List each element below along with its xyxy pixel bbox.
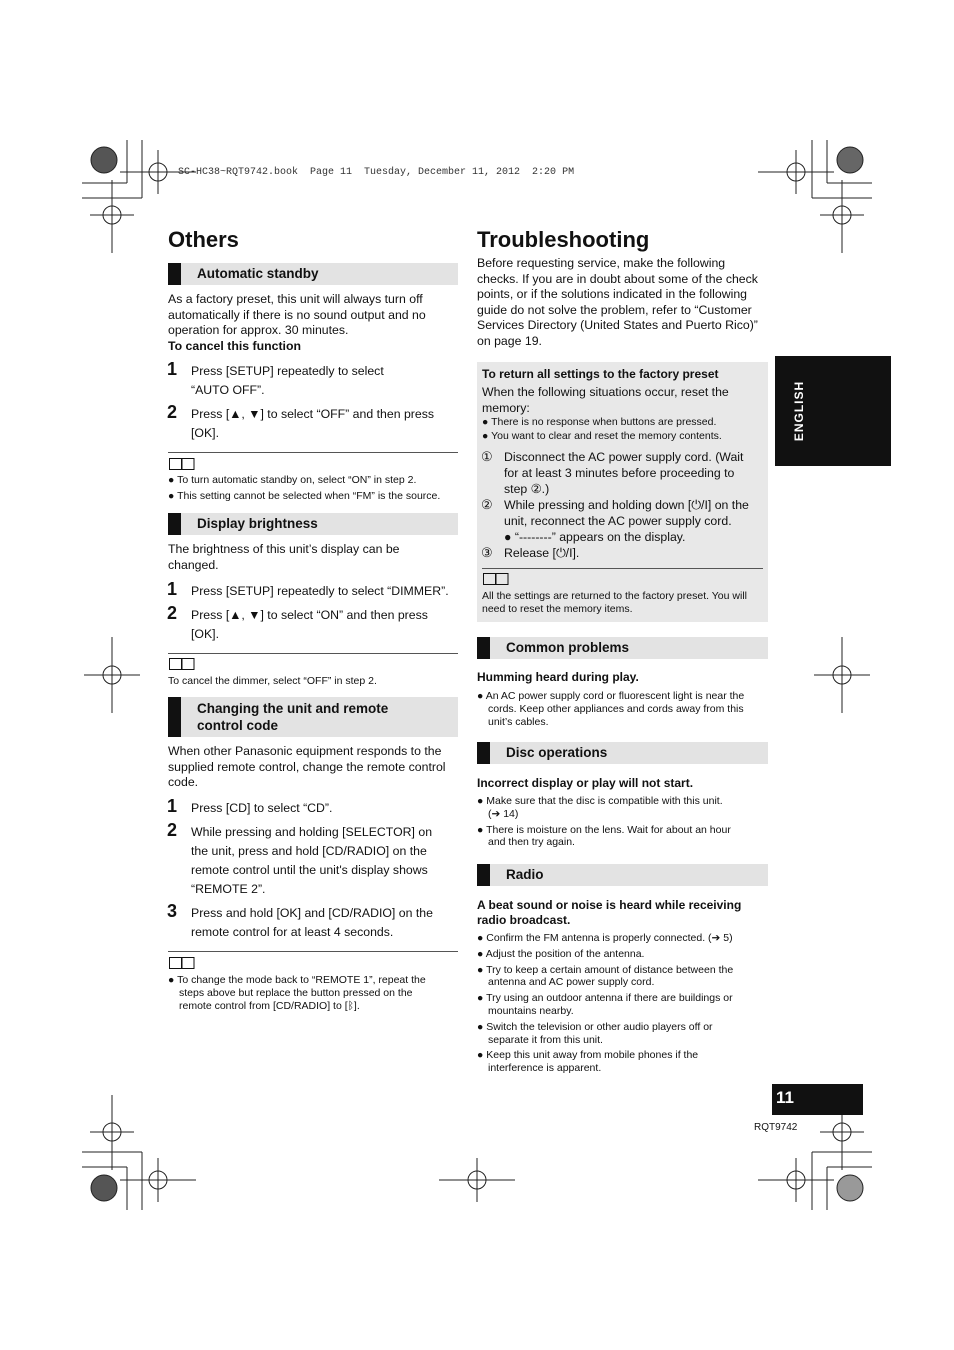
section-remote-code: [168, 697, 458, 737]
language-tab-label: ENGLISH: [792, 380, 807, 442]
remote-code-note: ● To change the mode back to “REMOTE 1”, repeat the steps above but replace the button pressed on the remote control from [CD/RADIO] to [ᛒ].: [168, 974, 426, 1012]
radio-bullets: ● Confirm the FM antenna is properly connected. (➔ 5) ● Adjust the position of the antenna. ● Try to keep a certain amount of distance between the antenna and AC power supply cord. ● Try using an outdoor antenna if there are buildings or mountains nearby. ● Switch the television or other audio players off or separate it from this unit. ● Keep this unit away from mobile phones if the interference is apparent.: [477, 932, 734, 1075]
auto-standby-body: As a factory preset, this unit will always turn off automatically if there is no sound output and no operation for approx. 30 minutes. To cancel this function: [168, 292, 426, 353]
step-text: Press [▲, ▼] to select “ON” and then press [OK].: [191, 608, 428, 641]
step-mark: ③: [481, 545, 493, 560]
factory-preset-heading: To return all settings to the factory preset: [482, 367, 719, 381]
step-number: 3: [167, 901, 178, 921]
step-number: 2: [167, 603, 178, 623]
factory-preset-note: All the settings are returned to the factory preset. You will need to reset the memory items.: [482, 590, 747, 615]
note-divider: [168, 951, 458, 952]
step-number: 2: [167, 402, 178, 422]
factory-step-text: Release [⏻/I].: [504, 546, 580, 560]
section-heading: Changing the unit and remote control code: [197, 701, 389, 733]
step-number: 1: [167, 359, 178, 379]
note-divider: [168, 653, 458, 654]
section-heading: Disc operations: [506, 745, 608, 760]
step-text: Press [SETUP] repeatedly to select “AUTO OFF”.: [191, 364, 384, 397]
section-common-problems: [477, 637, 768, 659]
language-tab: [775, 356, 891, 466]
troubleshooting-intro: Before requesting service, make the following checks. If you are in doubt about some of the check points, or if the solutions indicated in the following guide do not solve the problem, refer to “Customer Services Directory (United States and Puerto Rico)” on page 19.: [477, 256, 758, 348]
step-text: While pressing and holding [SELECTOR] on the unit, press and hold [CD/RADIO] on the remote control until the unit's display shows “REMOTE 2”.: [191, 825, 433, 896]
section-display-brightness: [168, 513, 458, 535]
auto-standby-notes: ● To turn automatic standby on, select “ON” in step 2. ● This setting cannot be selected when “FM” is the source.: [168, 474, 441, 502]
problem-subheading: Humming heard during play.: [477, 670, 639, 684]
page-title-others: Others: [168, 227, 239, 252]
step-number: 2: [167, 820, 178, 840]
section-heading: Common problems: [506, 640, 630, 655]
step-text: Press [▲, ▼] to select “OFF” and then press [OK].: [191, 407, 435, 440]
file-info-line: SC-HC38~RQT9742.book Page 11 Tuesday, December 11, 2012 2:20 PM: [178, 167, 575, 178]
factory-preset-bullets: ● There is no response when buttons are pressed. ● You want to clear and reset the memory contents.: [482, 416, 722, 442]
step-text: Press and hold [OK] and [CD/RADIO] on the remote control for at least 4 seconds.: [191, 906, 433, 939]
step-number: 1: [167, 579, 178, 599]
note-divider: [168, 452, 458, 453]
section-radio: [477, 864, 768, 886]
factory-step-text: While pressing and holding down [⏻/I] on the unit, reconnect the AC power supply cord. ● “--------” appears on the display.: [504, 498, 749, 544]
note-book-icon: [169, 957, 195, 969]
step-mark: ②: [481, 497, 493, 512]
note-book-icon: [169, 458, 195, 470]
note-divider: [482, 568, 763, 569]
model-code: RQT9742: [754, 1122, 798, 1133]
section-automatic-standby: [168, 263, 458, 285]
display-brightness-note: To cancel the dimmer, select “OFF” in step 2.: [168, 675, 377, 687]
section-heading: Automatic standby: [197, 266, 319, 281]
step-number: 1: [167, 796, 178, 816]
section-heading: Display brightness: [197, 516, 318, 531]
remote-code-body: When other Panasonic equipment responds to the supplied remote control, change the remote control code.: [168, 744, 446, 789]
page-number-box: [772, 1084, 863, 1115]
section-disc-operations: [477, 742, 768, 764]
step-text: Press [CD] to select “CD”.: [191, 801, 333, 815]
factory-step-text: Disconnect the AC power supply cord. (Wait for at least 3 minutes before proceeding to step ②.): [504, 450, 744, 496]
note-book-icon: [169, 658, 195, 670]
problem-subheading: Incorrect display or play will not start.: [477, 776, 694, 790]
section-heading: Radio: [506, 867, 544, 882]
disc-operations-bullets: ● Make sure that the disc is compatible with this unit. (➔ 14) ● There is moisture on the lens. Wait for about an hour and then try again.: [477, 795, 731, 849]
common-problems-bullet: ● An AC power supply cord or fluorescent light is near the cords. Keep other appliances and cords away from this unit’s cables.: [477, 690, 745, 728]
step-text: Press [SETUP] repeatedly to select “DIMMER”.: [191, 584, 449, 598]
step-mark: ①: [481, 449, 493, 464]
problem-subheading: A beat sound or noise is heard while receiving radio broadcast.: [477, 898, 742, 927]
cancel-label: To cancel this function: [168, 338, 301, 353]
note-book-icon: [483, 573, 509, 585]
display-brightness-body: The brightness of this unit’s display can be changed.: [168, 542, 400, 572]
page-title-troubleshooting: Troubleshooting: [477, 227, 650, 252]
page-number: 11: [776, 1088, 794, 1107]
factory-preset-lead: When the following situations occur, reset the memory:: [482, 385, 729, 415]
